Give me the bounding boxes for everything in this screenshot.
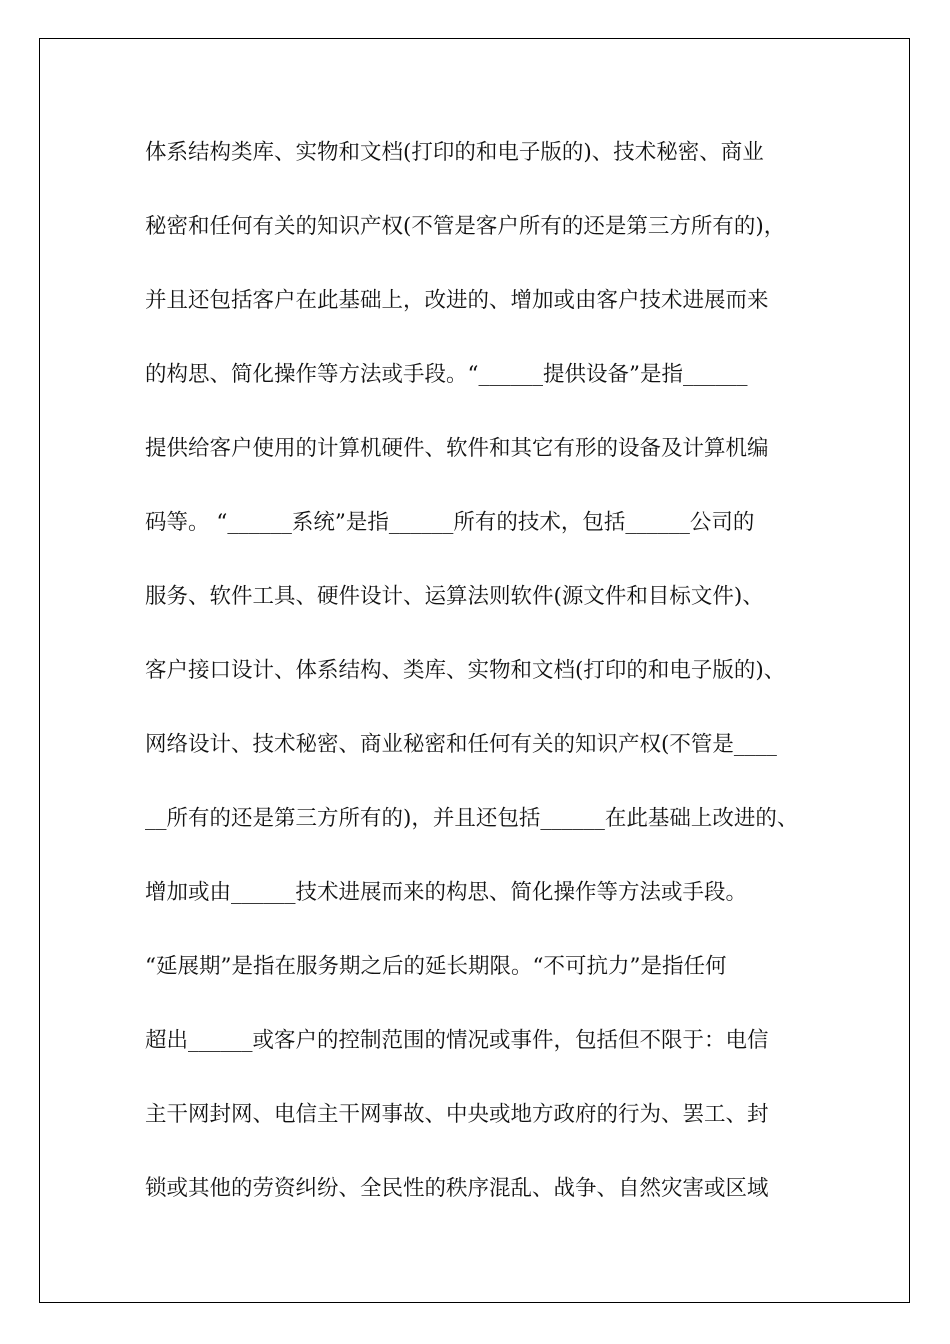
text-line: 提供给客户使用的计算机硬件、软件和其它有形的设备及计算机编 bbox=[145, 436, 769, 461]
text-line: “延展期”是指在服务期之后的延长期限。“不可抗力”是指任何 bbox=[145, 954, 727, 979]
text-line: 锁或其他的劳资纠纷、全民性的秩序混乱、战争、自然灾害或区域 bbox=[145, 1176, 769, 1201]
text-line: 秘密和任何有关的知识产权(不管是客户所有的还是第三方所有的)， bbox=[145, 214, 786, 239]
text-line: 体系结构类库、实物和文档(打印的和电子版的)、技术秘密、商业 bbox=[145, 140, 764, 165]
text-line: 主干网封网、电信主干网事故、中央或地方政府的行为、罢工、封 bbox=[145, 1102, 769, 1127]
text-line: 的构思、简化操作等方法或手段。“______提供设备”是指______ bbox=[145, 362, 748, 387]
text-line: 网络设计、技术秘密、商业秘密和任何有关的知识产权(不管是____ bbox=[145, 732, 777, 757]
text-line: 客户接口设计、体系结构、类库、实物和文档(打印的和电子版的)、 bbox=[145, 658, 786, 683]
text-line: 并且还包括客户在此基础上，改进的、增加或由客户技术进展而来 bbox=[145, 288, 769, 313]
text-line: 码等。 “______系统”是指______所有的技术，包括______公司的 bbox=[145, 510, 755, 535]
text-line: __所有的还是第三方所有的)，并且还包括______在此基础上改进的、 bbox=[145, 806, 799, 831]
text-line: 增加或由______技术进展而来的构思、简化操作等方法或手段。 bbox=[145, 880, 748, 905]
text-line: 服务、软件工具、硬件设计、运算法则软件(源文件和目标文件)、 bbox=[145, 584, 764, 609]
text-line: 超出______或客户的控制范围的情况或事件，包括但不限于：电信 bbox=[145, 1028, 769, 1053]
